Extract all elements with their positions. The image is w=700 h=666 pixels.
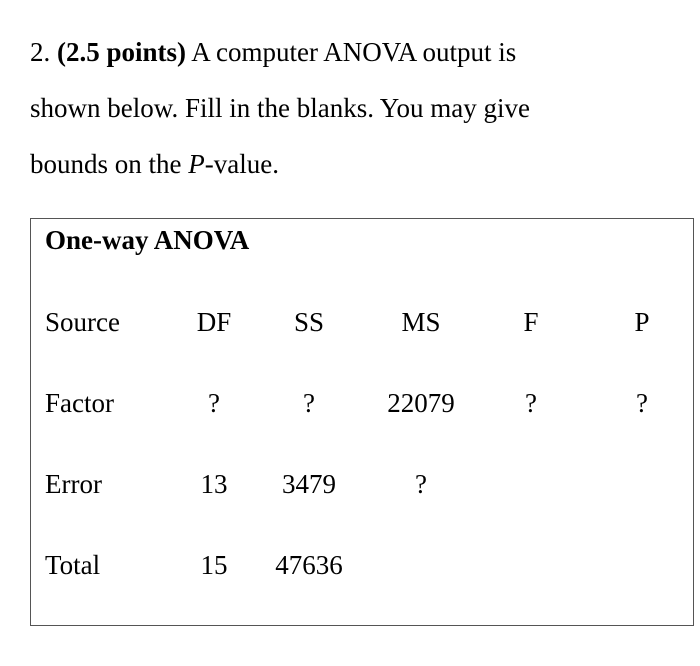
header-p: P bbox=[634, 307, 650, 337]
question-points: (2.5 points) bbox=[57, 37, 187, 67]
row-factor-df: ? bbox=[208, 388, 220, 418]
anova-title: One-way ANOVA bbox=[45, 225, 250, 255]
row-factor-ss: ? bbox=[303, 388, 315, 418]
question-line-3-post: -value. bbox=[204, 149, 279, 179]
row-factor-source: Factor bbox=[45, 388, 114, 418]
anova-output-box bbox=[30, 218, 694, 626]
question-line-1-rest: A computer ANOVA output is bbox=[191, 37, 517, 67]
row-total-source: Total bbox=[45, 550, 101, 580]
row-total-ss: 47636 bbox=[275, 550, 343, 580]
row-error-ss: 3479 bbox=[282, 469, 336, 499]
row-error-ms: ? bbox=[415, 469, 427, 499]
row-error-source: Error bbox=[45, 469, 102, 499]
row-factor-f: ? bbox=[525, 388, 537, 418]
row-factor-ms: 22079 bbox=[387, 388, 455, 418]
question-line-2: shown below. Fill in the blanks. You may give bbox=[30, 93, 531, 123]
row-total-df: 15 bbox=[200, 550, 228, 580]
row-factor-p: ? bbox=[636, 388, 648, 418]
question-line-1 bbox=[30, 24, 680, 80]
header-source: Source bbox=[45, 307, 120, 337]
question-text bbox=[30, 24, 680, 192]
row-error-df: 13 bbox=[200, 469, 228, 499]
question-number: 2. bbox=[30, 37, 51, 67]
header-ms: MS bbox=[401, 307, 441, 337]
header-df: DF bbox=[196, 307, 232, 337]
header-f: F bbox=[523, 307, 539, 337]
question-line-3-pre: bounds on the bbox=[30, 149, 189, 179]
p-variable: P bbox=[188, 149, 205, 179]
question-line-3 bbox=[30, 136, 680, 192]
header-ss: SS bbox=[293, 307, 325, 337]
